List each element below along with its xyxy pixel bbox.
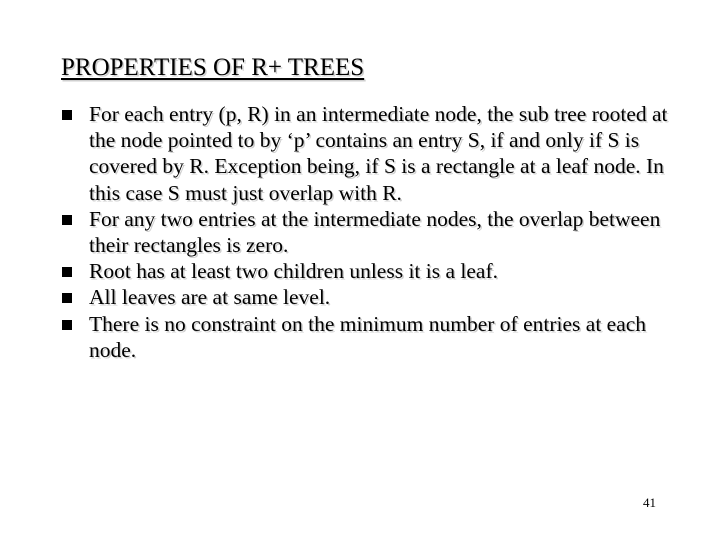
bullet-item <box>61 206 671 258</box>
bullet-text: There is no constraint on the minimum number of entries at each node. <box>89 311 647 362</box>
bullet-item <box>61 284 671 310</box>
square-bullet-icon <box>62 215 72 225</box>
bullet-text: All leaves are at same level. <box>89 285 331 310</box>
bullet-text: For any two entries at the intermediate nodes, the overlap between their rectangles is zero. <box>89 206 661 258</box>
square-bullet-icon <box>62 320 72 330</box>
bullet-text: For each entry (p, R) in an intermediate node, the sub tree rooted at the node pointed to by ‘p’ contains an entry S, if and only if S is covered by R. Exception being, if S is a rectangle at a leaf node. In this case S must just overlap with R. <box>89 102 668 205</box>
slide-title: PROPERTIES OF R+ TREES <box>61 54 365 81</box>
bullet-list <box>61 101 671 363</box>
bullet-item <box>61 311 671 363</box>
page-number: 41 <box>643 495 656 510</box>
square-bullet-icon <box>62 110 72 120</box>
bullet-text: Root has at least two children unless it is a leaf. <box>89 259 499 284</box>
square-bullet-icon <box>62 267 72 277</box>
bullet-item <box>61 101 671 206</box>
square-bullet-icon <box>62 293 72 303</box>
bullet-item <box>61 258 671 284</box>
